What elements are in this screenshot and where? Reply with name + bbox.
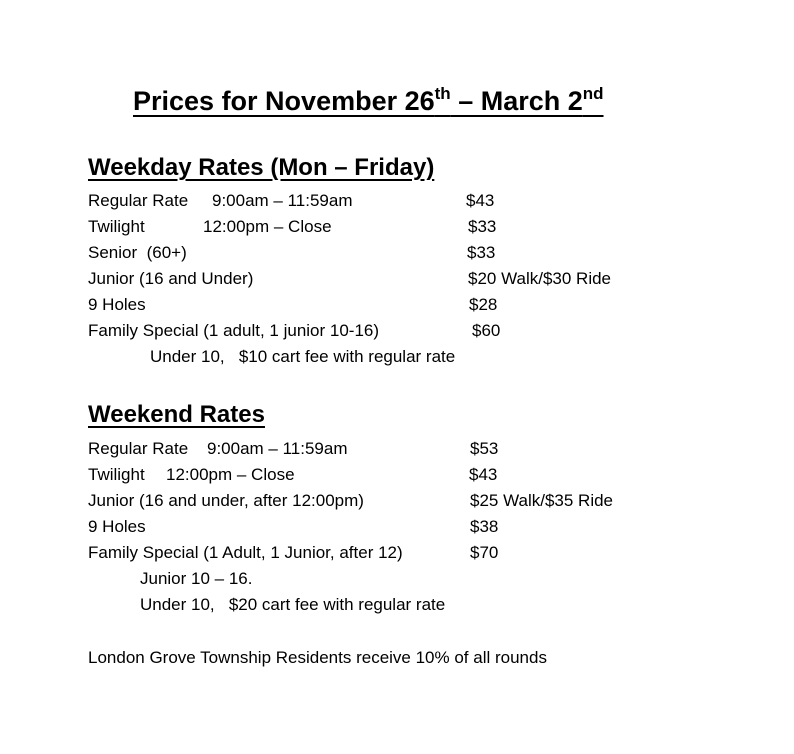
weekday-row-senior [0, 241, 794, 265]
weekday-heading: Weekday Rates (Mon – Friday) [88, 154, 435, 181]
weekday-row-junior [0, 267, 794, 291]
weekend-note-junior: Junior 10 – 16. [140, 569, 253, 588]
weekday-note-under10: Under 10, $10 cart fee with regular rate [150, 347, 456, 366]
rate-label: Family Special (1 adult, 1 junior 10-16) [88, 321, 380, 340]
rate-label: Regular Rate [88, 439, 189, 458]
page-title: Prices for November 26th – March 2nd [133, 84, 604, 116]
rate-price: $20 Walk/$30 Ride [468, 269, 612, 288]
weekend-row-junior [0, 489, 794, 513]
weekday-row-family [0, 319, 794, 343]
rate-label: 9 Holes [88, 295, 146, 314]
rate-time: 12:00pm – Close [203, 217, 332, 236]
weekend-row-family [0, 541, 794, 565]
rate-price: $43 [466, 191, 495, 210]
rate-label: Twilight [88, 465, 145, 484]
weekend-row-twilight [0, 463, 794, 487]
rate-price: $25 Walk/$35 Ride [470, 491, 614, 510]
rate-label: 9 Holes [88, 517, 146, 536]
rate-time: 9:00am – 11:59am [212, 191, 353, 210]
rate-price: $33 [468, 217, 497, 236]
rate-label: Family Special (1 Adult, 1 Junior, after 12) [88, 543, 403, 562]
weekday-row-9holes [0, 293, 794, 317]
rate-price: $70 [470, 543, 499, 562]
rate-label: Junior (16 and under, after 12:00pm) [88, 491, 364, 510]
rate-price: $43 [469, 465, 498, 484]
rate-price: $60 [472, 321, 501, 340]
rate-price: $53 [470, 439, 499, 458]
weekend-row-regular [0, 437, 794, 461]
rate-label: Regular Rate [88, 191, 189, 210]
rate-price: $38 [470, 517, 499, 536]
residents-note: London Grove Township Residents receive 10% of all rounds [88, 648, 547, 667]
rate-time: 9:00am – 11:59am [207, 439, 348, 458]
weekday-row-twilight [0, 215, 794, 239]
weekend-heading: Weekend Rates [88, 401, 265, 428]
rate-label: Twilight [88, 217, 145, 236]
weekend-row-9holes [0, 515, 794, 539]
rate-label: Junior (16 and Under) [88, 269, 254, 288]
rate-time: 12:00pm – Close [166, 465, 295, 484]
rate-price: $33 [467, 243, 496, 262]
rate-label: Senior (60+) [88, 243, 187, 262]
rate-price: $28 [469, 295, 498, 314]
weekend-note-under10: Under 10, $20 cart fee with regular rate [140, 595, 446, 614]
weekday-row-regular [0, 189, 794, 213]
